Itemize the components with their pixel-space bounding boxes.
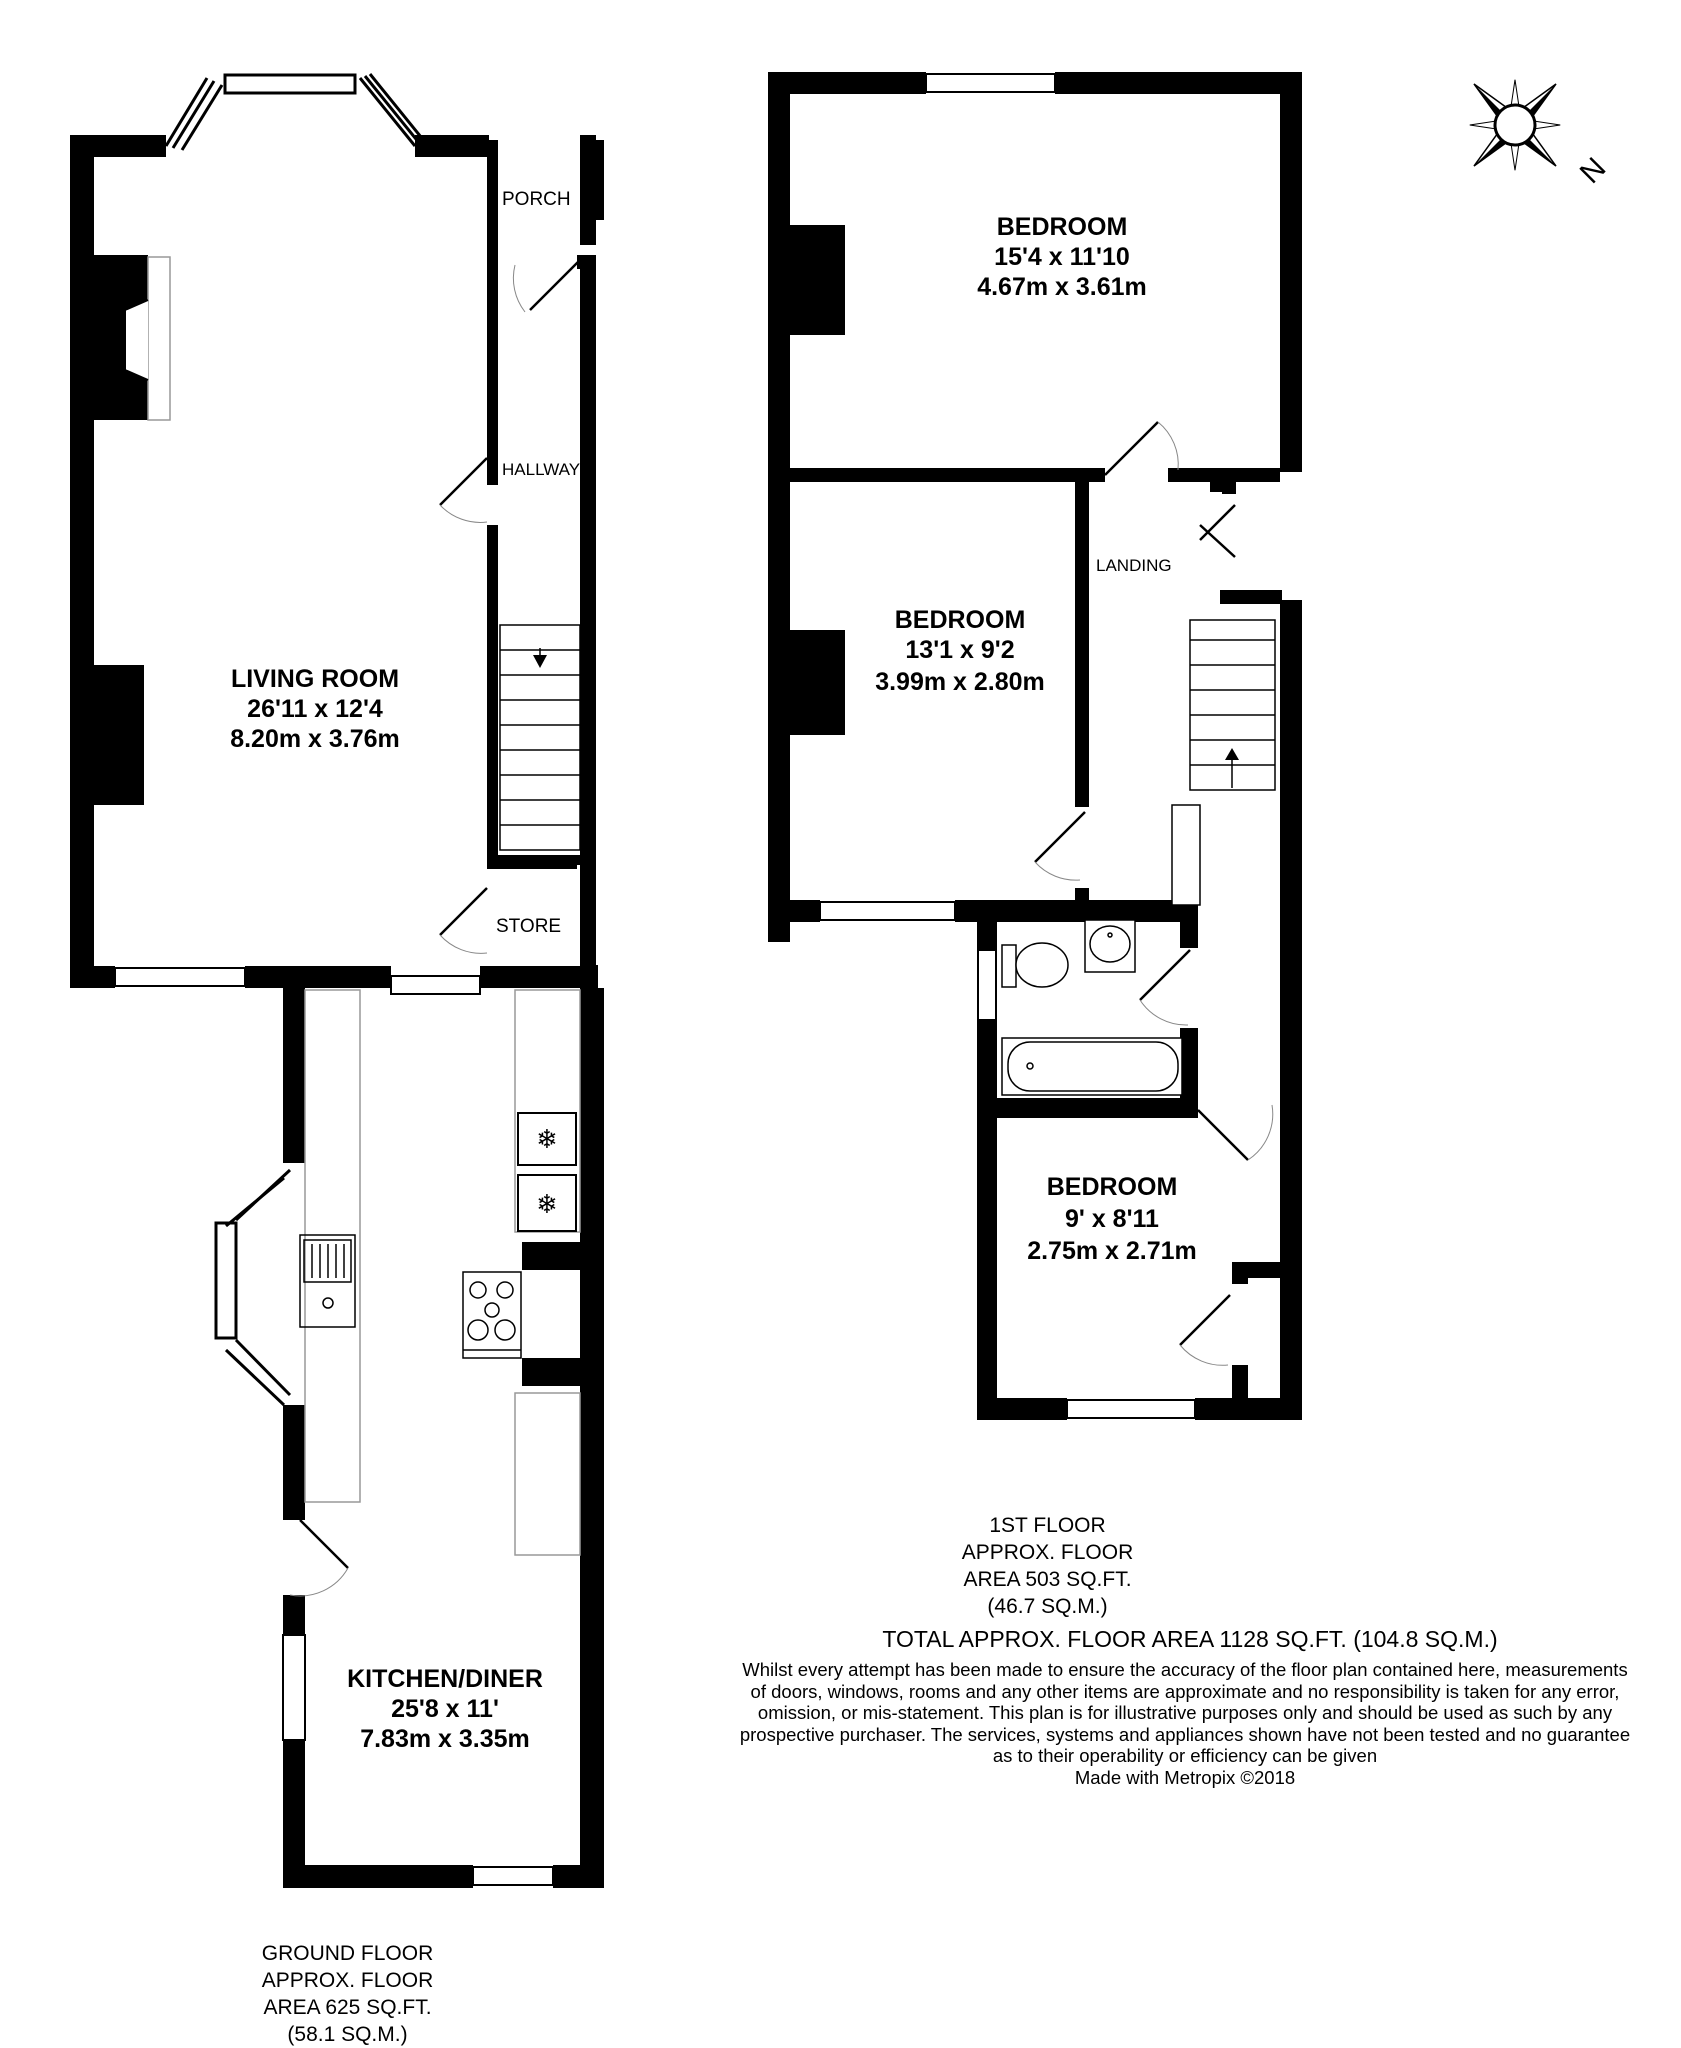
landing-cupboard-shelf <box>1172 805 1200 905</box>
disclaimer-line: prospective purchaser. The services, systems and appliances shown have not been tested and no guarantee <box>739 1723 1631 1745</box>
window-bedroom1 <box>926 74 1055 92</box>
bay-window <box>166 74 425 150</box>
kitchen-bay-window <box>216 1170 290 1405</box>
fridge-freezer-2 <box>518 1175 576 1231</box>
bedroom3-imperial: 9' x 8'11 <box>1065 1205 1159 1233</box>
window-bedroom3 <box>1067 1400 1195 1418</box>
living-room-imperial: 26'11 x 12'4 <box>247 695 383 723</box>
bedroom1-name: BEDROOM <box>996 213 1128 241</box>
living-room-metric: 8.20m x 3.76m <box>230 725 400 753</box>
window-bathroom <box>978 950 996 1020</box>
disclaimer-line: of doors, windows, rooms and any other items are approximate and no responsibility is taken for any error, <box>750 1680 1620 1702</box>
bedroom3-metric: 2.75m x 2.71m <box>1027 1237 1197 1265</box>
stairs-down-arrow <box>533 655 547 668</box>
hallway-label: HALLWAY <box>502 460 581 479</box>
fridge-freezer-1 <box>518 1113 576 1165</box>
bedroom1-imperial: 15'4 x 11'10 <box>994 243 1130 271</box>
ground-floor-summary <box>210 1940 485 2048</box>
compass-rose-icon <box>1433 43 1597 207</box>
disclaimer-text <box>690 1659 1680 1788</box>
landing-stairs <box>1190 620 1275 790</box>
total-floor-area: TOTAL APPROX. FLOOR AREA 1128 SQ.FT. (104.8 SQ.M.) <box>882 1626 1498 1652</box>
living-room-name: LIVING ROOM <box>230 665 400 693</box>
bedroom3-name: BEDROOM <box>1046 1173 1178 1201</box>
kitchen-imperial: 25'8 x 11' <box>391 1695 499 1723</box>
disclaimer-line: omission, or mis-statement. This plan is for illustrative purposes only and should be used as such by any <box>757 1702 1613 1723</box>
window-kitchen-top <box>391 976 480 994</box>
bath-icon <box>1002 1038 1182 1095</box>
kitchen-worktops <box>305 990 580 1555</box>
store-wall <box>487 855 585 865</box>
first-floor-area-sqm: (46.7 SQ.M.) <box>987 1595 1108 1618</box>
first-floor-approx: APPROX. FLOOR <box>961 1541 1134 1564</box>
first-floor-plan <box>768 72 1302 1420</box>
first-floor-title: 1ST FLOOR <box>989 1514 1106 1537</box>
metropix-credit: Made with Metropix ©2018 <box>1074 1766 1296 1788</box>
store-label: STORE <box>496 916 562 937</box>
ground-floor-approx: APPROX. FLOOR <box>261 1969 434 1992</box>
compass-north-label: N <box>1573 151 1613 191</box>
first-floor-area-sqft: AREA 503 SQ.FT. <box>963 1568 1132 1591</box>
window-living-bottom <box>115 968 245 986</box>
bedroom2-imperial: 13'1 x 9'2 <box>905 636 1015 664</box>
bedroom2-metric: 3.99m x 2.80m <box>875 668 1045 696</box>
bedroom2-name: BEDROOM <box>894 606 1026 634</box>
hob-icon <box>463 1272 521 1358</box>
stairs-up-arrow <box>1225 748 1239 760</box>
window-kitchen-left <box>283 1635 305 1740</box>
kitchen-metric: 7.83m x 3.35m <box>360 1725 530 1753</box>
bedroom1-metric: 4.67m x 3.61m <box>977 273 1147 301</box>
first-floor-summary <box>910 1512 1185 1620</box>
landing-label: LANDING <box>1096 556 1172 575</box>
svg-text:❄: ❄ <box>536 1125 558 1155</box>
basin-icon <box>1085 920 1135 972</box>
ground-floor-plan <box>70 74 604 1888</box>
kitchen-name: KITCHEN/DINER <box>347 1665 543 1693</box>
hallway-right-wall <box>580 255 596 990</box>
ground-floor-area-sqft: AREA 625 SQ.FT. <box>263 1996 432 2019</box>
window-kitchen-bottom <box>473 1867 553 1885</box>
disclaimer-line: as to their operability or efficiency can be given <box>992 1745 1378 1766</box>
toilet-icon <box>1002 943 1068 987</box>
disclaimer-line: Whilst every attempt has been made to ensure the accuracy of the floor plan contained here, measurements <box>742 1659 1628 1680</box>
ground-floor-area-sqm: (58.1 SQ.M.) <box>287 2023 408 2046</box>
sink-icon <box>300 1235 355 1327</box>
ground-floor-title: GROUND FLOOR <box>261 1942 434 1965</box>
kitchen-door <box>290 1520 348 1596</box>
svg-text:❄: ❄ <box>536 1190 558 1220</box>
window-bedroom2 <box>820 902 955 920</box>
porch-label: PORCH <box>502 189 571 210</box>
